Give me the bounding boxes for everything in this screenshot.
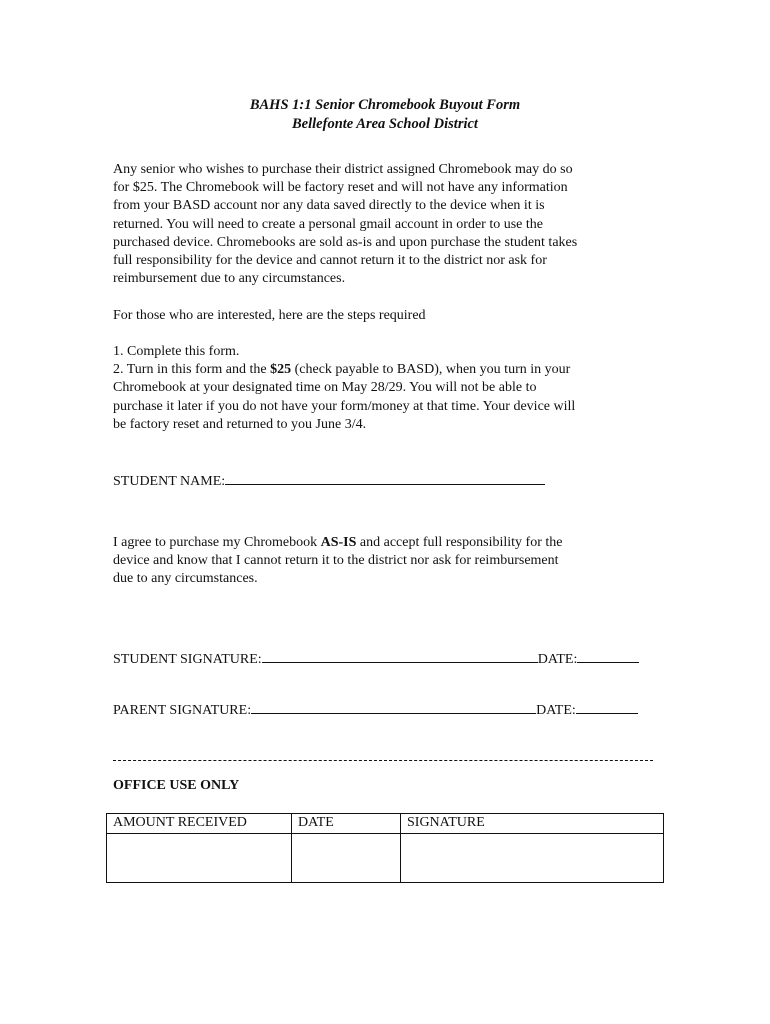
table-header-row	[107, 814, 664, 834]
step-2	[113, 361, 658, 379]
step-1: 1. Complete this form.	[113, 344, 240, 359]
parent-date-label: DATE:	[536, 703, 576, 718]
intro-paragraph	[113, 161, 658, 288]
step-2-line: purchase it later if you do not have your form/money at that time. Your device will	[113, 398, 576, 414]
student-date-label: DATE:	[537, 652, 578, 667]
office-use-table	[106, 813, 664, 883]
parent-signature-label: PARENT SIGNATURE:	[113, 703, 252, 718]
column-amount-received: AMOUNT RECEIVED	[107, 814, 292, 834]
student-signature-label: STUDENT SIGNATURE:	[113, 652, 262, 667]
steps-intro: For those who are interested, here are the steps required	[113, 308, 426, 323]
parent-signature-field	[113, 699, 638, 719]
date-cell[interactable]	[292, 834, 401, 883]
step-2-rest: (check payable to BASD), when you turn in your	[291, 362, 571, 378]
agreement-prefix: I agree to purchase my Chromebook	[113, 535, 321, 550]
table-row	[107, 834, 664, 883]
student-name-field	[113, 470, 545, 490]
step-2-amount: $25	[270, 362, 292, 378]
district-name: Bellefonte Area School District	[292, 116, 478, 132]
intro-line: full responsibility for the device and cannot return it to the district nor ask for	[113, 253, 547, 269]
student-signature-field	[113, 648, 639, 668]
intro-line: purchased device. Chromebooks are sold as-is and upon purchase the student takes	[113, 234, 578, 250]
student-name-line[interactable]	[225, 470, 545, 485]
student-name-label: STUDENT NAME:	[113, 474, 226, 489]
column-date: DATE	[292, 814, 401, 834]
agreement-paragraph	[113, 534, 658, 589]
parent-date-line[interactable]	[576, 699, 638, 714]
intro-line: for $25. The Chromebook will be factory reset and will not have any information	[113, 180, 568, 196]
student-date-line[interactable]	[577, 648, 639, 663]
intro-line: reimbursement due to any circumstances.	[113, 271, 346, 287]
dashed-divider	[113, 760, 653, 761]
step-2-line: Chromebook at your designated time on May 28/29. You will not be able to	[113, 380, 537, 396]
amount-received-cell[interactable]	[107, 834, 292, 883]
parent-signature-line[interactable]	[251, 699, 536, 714]
signature-cell[interactable]	[401, 834, 664, 883]
agreement-line: due to any circumstances.	[113, 571, 258, 587]
agreement-rest: and accept full responsibility for the	[356, 535, 563, 550]
agreement-line: device and know that I cannot return it to the district nor ask for reimbursement	[113, 553, 559, 569]
agreement-line	[113, 534, 658, 552]
steps-list	[113, 343, 658, 434]
intro-line: Any senior who wishes to purchase their district assigned Chromebook may do so	[113, 162, 573, 177]
step-2-line: be factory reset and returned to you June 3/4.	[113, 416, 367, 432]
intro-line: from your BASD account nor any data saved directly to the device when it is	[113, 198, 545, 214]
as-is-emphasis: AS-IS	[320, 535, 357, 550]
office-use-heading: OFFICE USE ONLY	[113, 778, 240, 793]
column-signature: SIGNATURE	[401, 814, 664, 834]
intro-line: returned. You will need to create a personal gmail account in order to use the	[113, 216, 543, 232]
student-signature-line[interactable]	[262, 648, 538, 663]
step-2-prefix: 2. Turn in this form and the	[113, 362, 271, 378]
form-title: BAHS 1:1 Senior Chromebook Buyout Form	[249, 97, 521, 113]
